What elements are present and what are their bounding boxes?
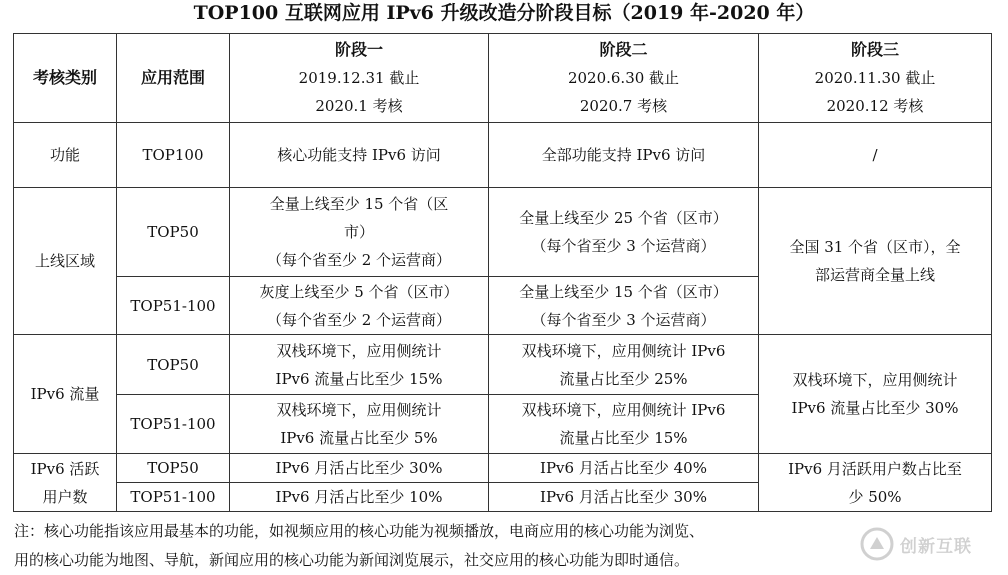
cell-line: 少 50% <box>848 487 902 506</box>
stage1-assess: 2020.1 考核 <box>315 97 403 115</box>
stage2-name: 阶段二 <box>599 40 648 59</box>
scope-top50: TOP50 <box>117 335 230 395</box>
active-top50-stage1: IPv6 月活占比至少 30% <box>230 454 489 483</box>
function-stage3: / <box>759 123 992 188</box>
footnote-line: 注：核心功能指该应用最基本的功能，如视频应用的核心功能为视频播放，电商应用的核心功能为浏览、 <box>14 522 705 540</box>
traffic-top50-stage1 <box>230 335 489 395</box>
page-title: TOP100 互联网应用 IPv6 升级改造分阶段目标（2019 年-2020 年） <box>193 2 815 24</box>
watermark-text: 创新互联 <box>900 536 972 557</box>
function-stage2: 全部功能支持 IPv6 访问 <box>489 123 759 188</box>
cell-line: IPv6 流量占比至少 5% <box>280 429 438 447</box>
traffic-top50-stage2 <box>489 335 759 395</box>
table-row-traffic-top50 <box>14 335 992 395</box>
cell-line: 全量上线至少 25 个省（区市） <box>519 209 728 227</box>
header-row <box>14 34 992 123</box>
traffic-top51-100-stage1 <box>230 395 489 454</box>
region-top51-100-stage2 <box>489 277 759 335</box>
cell-line: 流量占比至少 25% <box>559 369 688 388</box>
ipv6-targets-table <box>13 33 992 512</box>
category-region: 上线区域 <box>14 188 117 335</box>
active-top51-100-stage1: IPv6 月活占比至少 10% <box>230 483 489 512</box>
active-top51-100-stage2: IPv6 月活占比至少 30% <box>489 483 759 512</box>
footnote <box>14 517 874 575</box>
cell-line: （每个省至少 3 个运营商） <box>531 310 716 329</box>
scope-top51-100: TOP51-100 <box>117 483 230 512</box>
region-stage3 <box>759 188 992 335</box>
cell-line: 灰度上线至少 5 个省（区市） <box>259 282 459 301</box>
category-function: 功能 <box>14 123 117 188</box>
cell-line: （每个省至少 2 个运营商） <box>266 251 452 269</box>
active-stage3 <box>759 454 992 512</box>
stage1-name: 阶段一 <box>334 40 383 59</box>
scope-top51-100: TOP51-100 <box>117 277 230 335</box>
header-stage1 <box>230 34 489 123</box>
header-scope: 应用范围 <box>117 34 230 123</box>
cell-line: 全国 31 个省（区市），全 <box>789 238 961 256</box>
category-active-users <box>14 454 117 512</box>
cell-line: 双栈环境下，应用侧统计 <box>276 341 442 360</box>
stage3-assess: 2020.12 考核 <box>826 97 924 115</box>
cell-line: 双栈环境下，应用侧统计 IPv6 <box>521 341 726 360</box>
cell-line: 双栈环境下，应用侧统计 <box>276 401 442 419</box>
cell-line: （每个省至少 2 个运营商） <box>266 310 452 329</box>
cell-line: IPv6 流量占比至少 30% <box>791 399 959 417</box>
traffic-top51-100-stage2 <box>489 395 759 454</box>
region-top51-100-stage1 <box>230 277 489 335</box>
stage2-deadline: 2020.6.30 截止 <box>567 69 680 87</box>
cell-line: （每个省至少 3 个运营商） <box>531 237 716 255</box>
table-row-region-top50 <box>14 188 992 277</box>
watermark-logo <box>860 524 1000 564</box>
header-stage2 <box>489 34 759 123</box>
category-traffic: IPv6 流量 <box>14 335 117 454</box>
cell-line: 全量上线至少 15 个省（区市） <box>519 282 728 301</box>
cell-line: 双栈环境下，应用侧统计 <box>792 371 958 389</box>
scope-top50: TOP50 <box>117 454 230 483</box>
function-stage1: 核心功能支持 IPv6 访问 <box>230 123 489 188</box>
traffic-stage3 <box>759 335 992 454</box>
cell-line: 部运营商全量上线 <box>814 266 935 284</box>
stage1-deadline: 2019.12.31 截止 <box>298 69 420 87</box>
region-top50-stage2 <box>489 188 759 277</box>
scope-top50: TOP50 <box>117 188 230 277</box>
cell-line: 市） <box>343 223 374 241</box>
scope-top100: TOP100 <box>117 123 230 188</box>
footnote-line: 用的核心功能为地图、导航，新闻应用的核心功能为新闻浏览展示，社交应用的核心功能为即时通信。 <box>14 551 690 569</box>
region-top50-stage1 <box>230 188 489 277</box>
cell-line: 用户数 <box>42 487 88 506</box>
cell-line: 双栈环境下，应用侧统计 IPv6 <box>521 401 726 419</box>
header-category: 考核类别 <box>14 34 117 123</box>
cell-line: 流量占比至少 15% <box>559 429 688 447</box>
active-top50-stage2: IPv6 月活占比至少 40% <box>489 454 759 483</box>
cell-line: 全量上线至少 15 个省（区 <box>269 195 449 213</box>
table-row-active-top50 <box>14 454 992 483</box>
header-stage3 <box>759 34 992 123</box>
cell-line: IPv6 月活跃用户数占比至 <box>788 459 962 478</box>
stage3-name: 阶段三 <box>850 40 899 59</box>
brand-logo-icon <box>860 527 894 561</box>
scope-top51-100: TOP51-100 <box>117 395 230 454</box>
stage2-assess: 2020.7 考核 <box>579 97 668 115</box>
table-row-function <box>14 123 992 188</box>
cell-line: IPv6 活跃 <box>30 459 100 478</box>
stage3-deadline: 2020.11.30 截止 <box>814 69 936 87</box>
cell-line: IPv6 流量占比至少 15% <box>275 369 443 388</box>
